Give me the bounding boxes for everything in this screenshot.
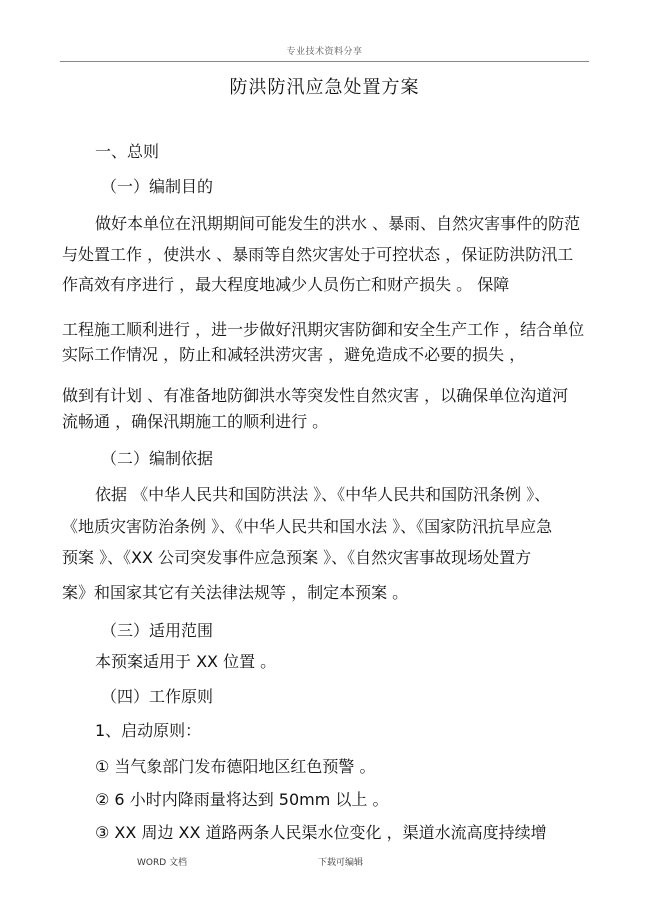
paragraph-line: 做好本单位在汛期期间可能发生的洪水 、暴雨、自然灾害事件的防范 bbox=[95, 214, 581, 233]
subsection-heading-scope: （三）适用范围 bbox=[101, 621, 214, 640]
list-item: ③ XX 周边 XX 道路两条人民渠水位变化 ，渠道水流高度持续增 bbox=[95, 823, 547, 842]
subsection-heading-purpose: （一）编制目的 bbox=[101, 177, 214, 196]
paragraph-line: 依据 《中华人民共和国防洪法 》、《中华人民共和国防汛条例 》、 bbox=[95, 485, 551, 504]
paragraph-line: 工程施工顺利进行 ，进一步做好汛期灾害防御和安全生产工作 ，结合单位 bbox=[62, 320, 585, 339]
paragraph-line: 《地质灾害防治条例 》、《中华人民共和国水法 》、《国家防汛抗旱应急 bbox=[62, 517, 553, 536]
paragraph-line: 案》和国家其它有关法律法规等 ，制定本预案 。 bbox=[62, 583, 409, 602]
list-item: ② 6 小时内降雨量将达到 50mm 以上 。 bbox=[95, 790, 389, 809]
list-item: ① 当气象部门发布德阳地区红色预警 。 bbox=[95, 757, 376, 776]
document-title: 防洪防汛应急处置方案 bbox=[229, 77, 420, 98]
section-heading-general: 一、总则 bbox=[95, 142, 160, 161]
paragraph-line: 实际工作情况 ，防止和减轻洪涝灾害 ，避免造成不必要的损失 ， bbox=[62, 345, 526, 364]
footer-left: WORD 文档 bbox=[137, 858, 188, 868]
paragraph-line: 作高效有序进行 ，最大程度地减少人员伤亡和财产损失 。 保障 bbox=[62, 275, 510, 294]
paragraph-line: 本预案适用于 XX 位置 。 bbox=[95, 652, 277, 671]
header-divider bbox=[60, 61, 589, 62]
page-header: 专业技术资料分享 bbox=[286, 47, 363, 57]
paragraph-line: 与处置工作 ，使洪水 、暴雨等自然灾害处于可控状态 ，保证防洪防汛工 bbox=[62, 245, 574, 264]
subsection-heading-basis: （二）编制依据 bbox=[101, 449, 214, 468]
paragraph-line: 预案 》、《XX 公司突发事件应急预案 》、《自然灾害事故现场处置方 bbox=[62, 548, 532, 567]
list-heading: 1、启动原则： bbox=[95, 721, 202, 740]
paragraph-line: 做到有计划 、有准备地防御洪水等突发性自然灾害 ，以确保单位沟道河 bbox=[62, 386, 569, 405]
paragraph-line: 流畅通 ，确保汛期施工的顺利进行 。 bbox=[62, 412, 329, 431]
subsection-heading-principles: （四）工作原则 bbox=[101, 687, 214, 706]
footer-right: 下载可编辑 bbox=[318, 858, 364, 868]
